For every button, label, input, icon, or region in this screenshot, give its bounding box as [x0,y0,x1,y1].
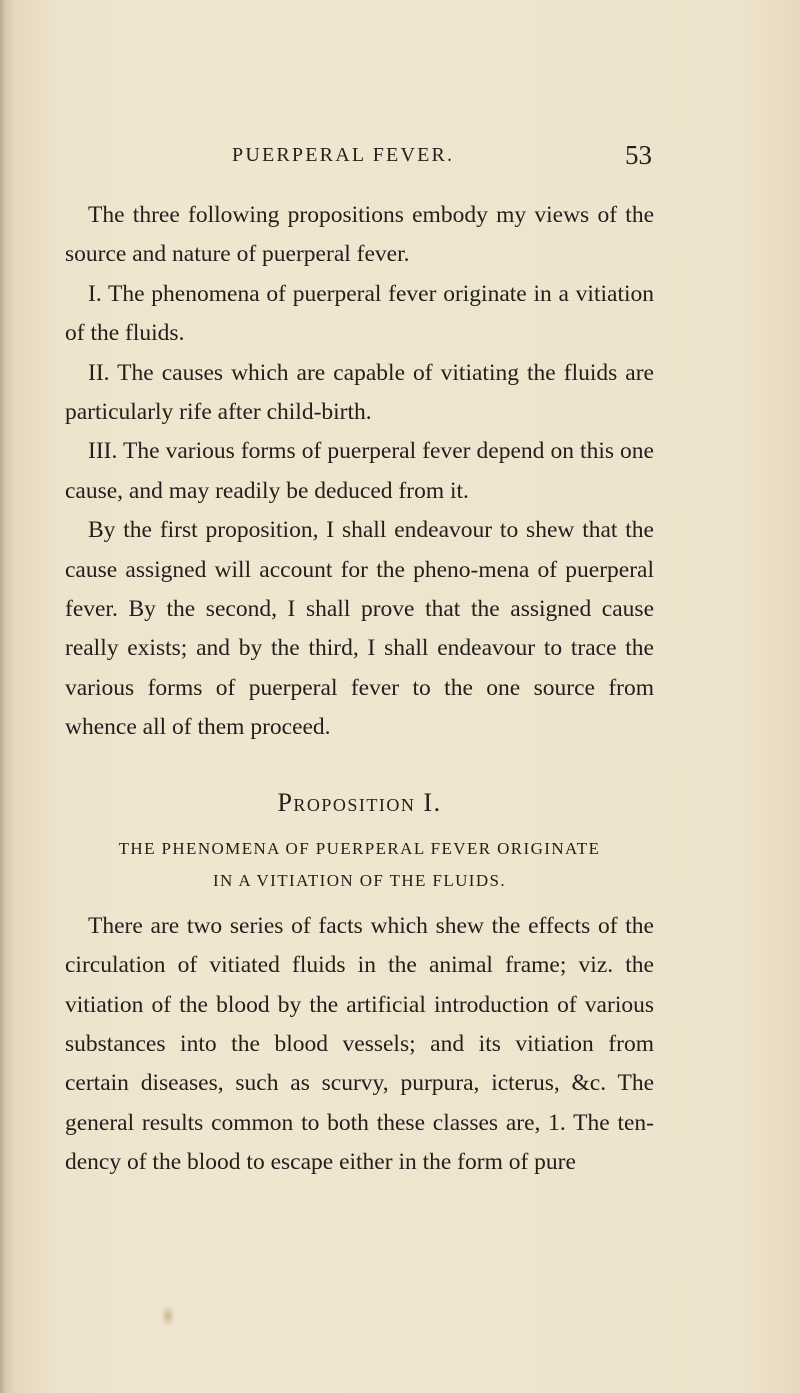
plan-paragraph: By the first proposition, I shall endeavour to shew that the cause assigned will account for the pheno-mena of puerperal fever. By the second, I shall prove that the assigned cause really exists; and by the third, I shall endeavour to trace the various forms of puerperal fever to the one source from whence all of them proceed. [65,517,654,741]
page-number: 53 [625,140,652,170]
intro-paragraph: The three following propositions embody my views of the source and nature of puerperal fever. [65,202,654,268]
binding-gutter [0,0,14,1393]
section-subheading-line-2: IN A VITIATION OF THE FLUIDS. [212,870,507,890]
paper-stain [161,1305,175,1327]
running-title: PUERPERAL FEVER. [232,144,455,166]
running-head [232,140,652,180]
section-heading-block [65,781,654,895]
body-text [65,196,654,1183]
proposition-two-statement: II. The causes which are capable of vitiating the fluids are particularly rife after child-birth. [65,359,654,426]
section-body-paragraph: There are two series of facts which shew the effects of the circulation of vitiated fluids in the animal frame; viz. the vitiation of the blood by the artificial introduction of various substances into the blood vessels; and its vitiation from certain diseases, such as scurvy, purpura, icterus, &c. The general results common to both these classes are, 1. The ten-dency of the blood to escape either in the form of pure [65,912,654,1176]
proposition-one-statement: I. The phenomena of puerperal fever originate in a vitiation of the fluids. [65,280,654,347]
section-subheading-line-1: THE PHENOMENA OF PUERPERAL FEVER ORIGINATE [118,838,601,858]
proposition-three-statement: III. The various forms of puerperal fever depend on this one cause, and may readily be deduced from it. [65,438,654,504]
section-heading: Proposition I. [277,787,442,817]
